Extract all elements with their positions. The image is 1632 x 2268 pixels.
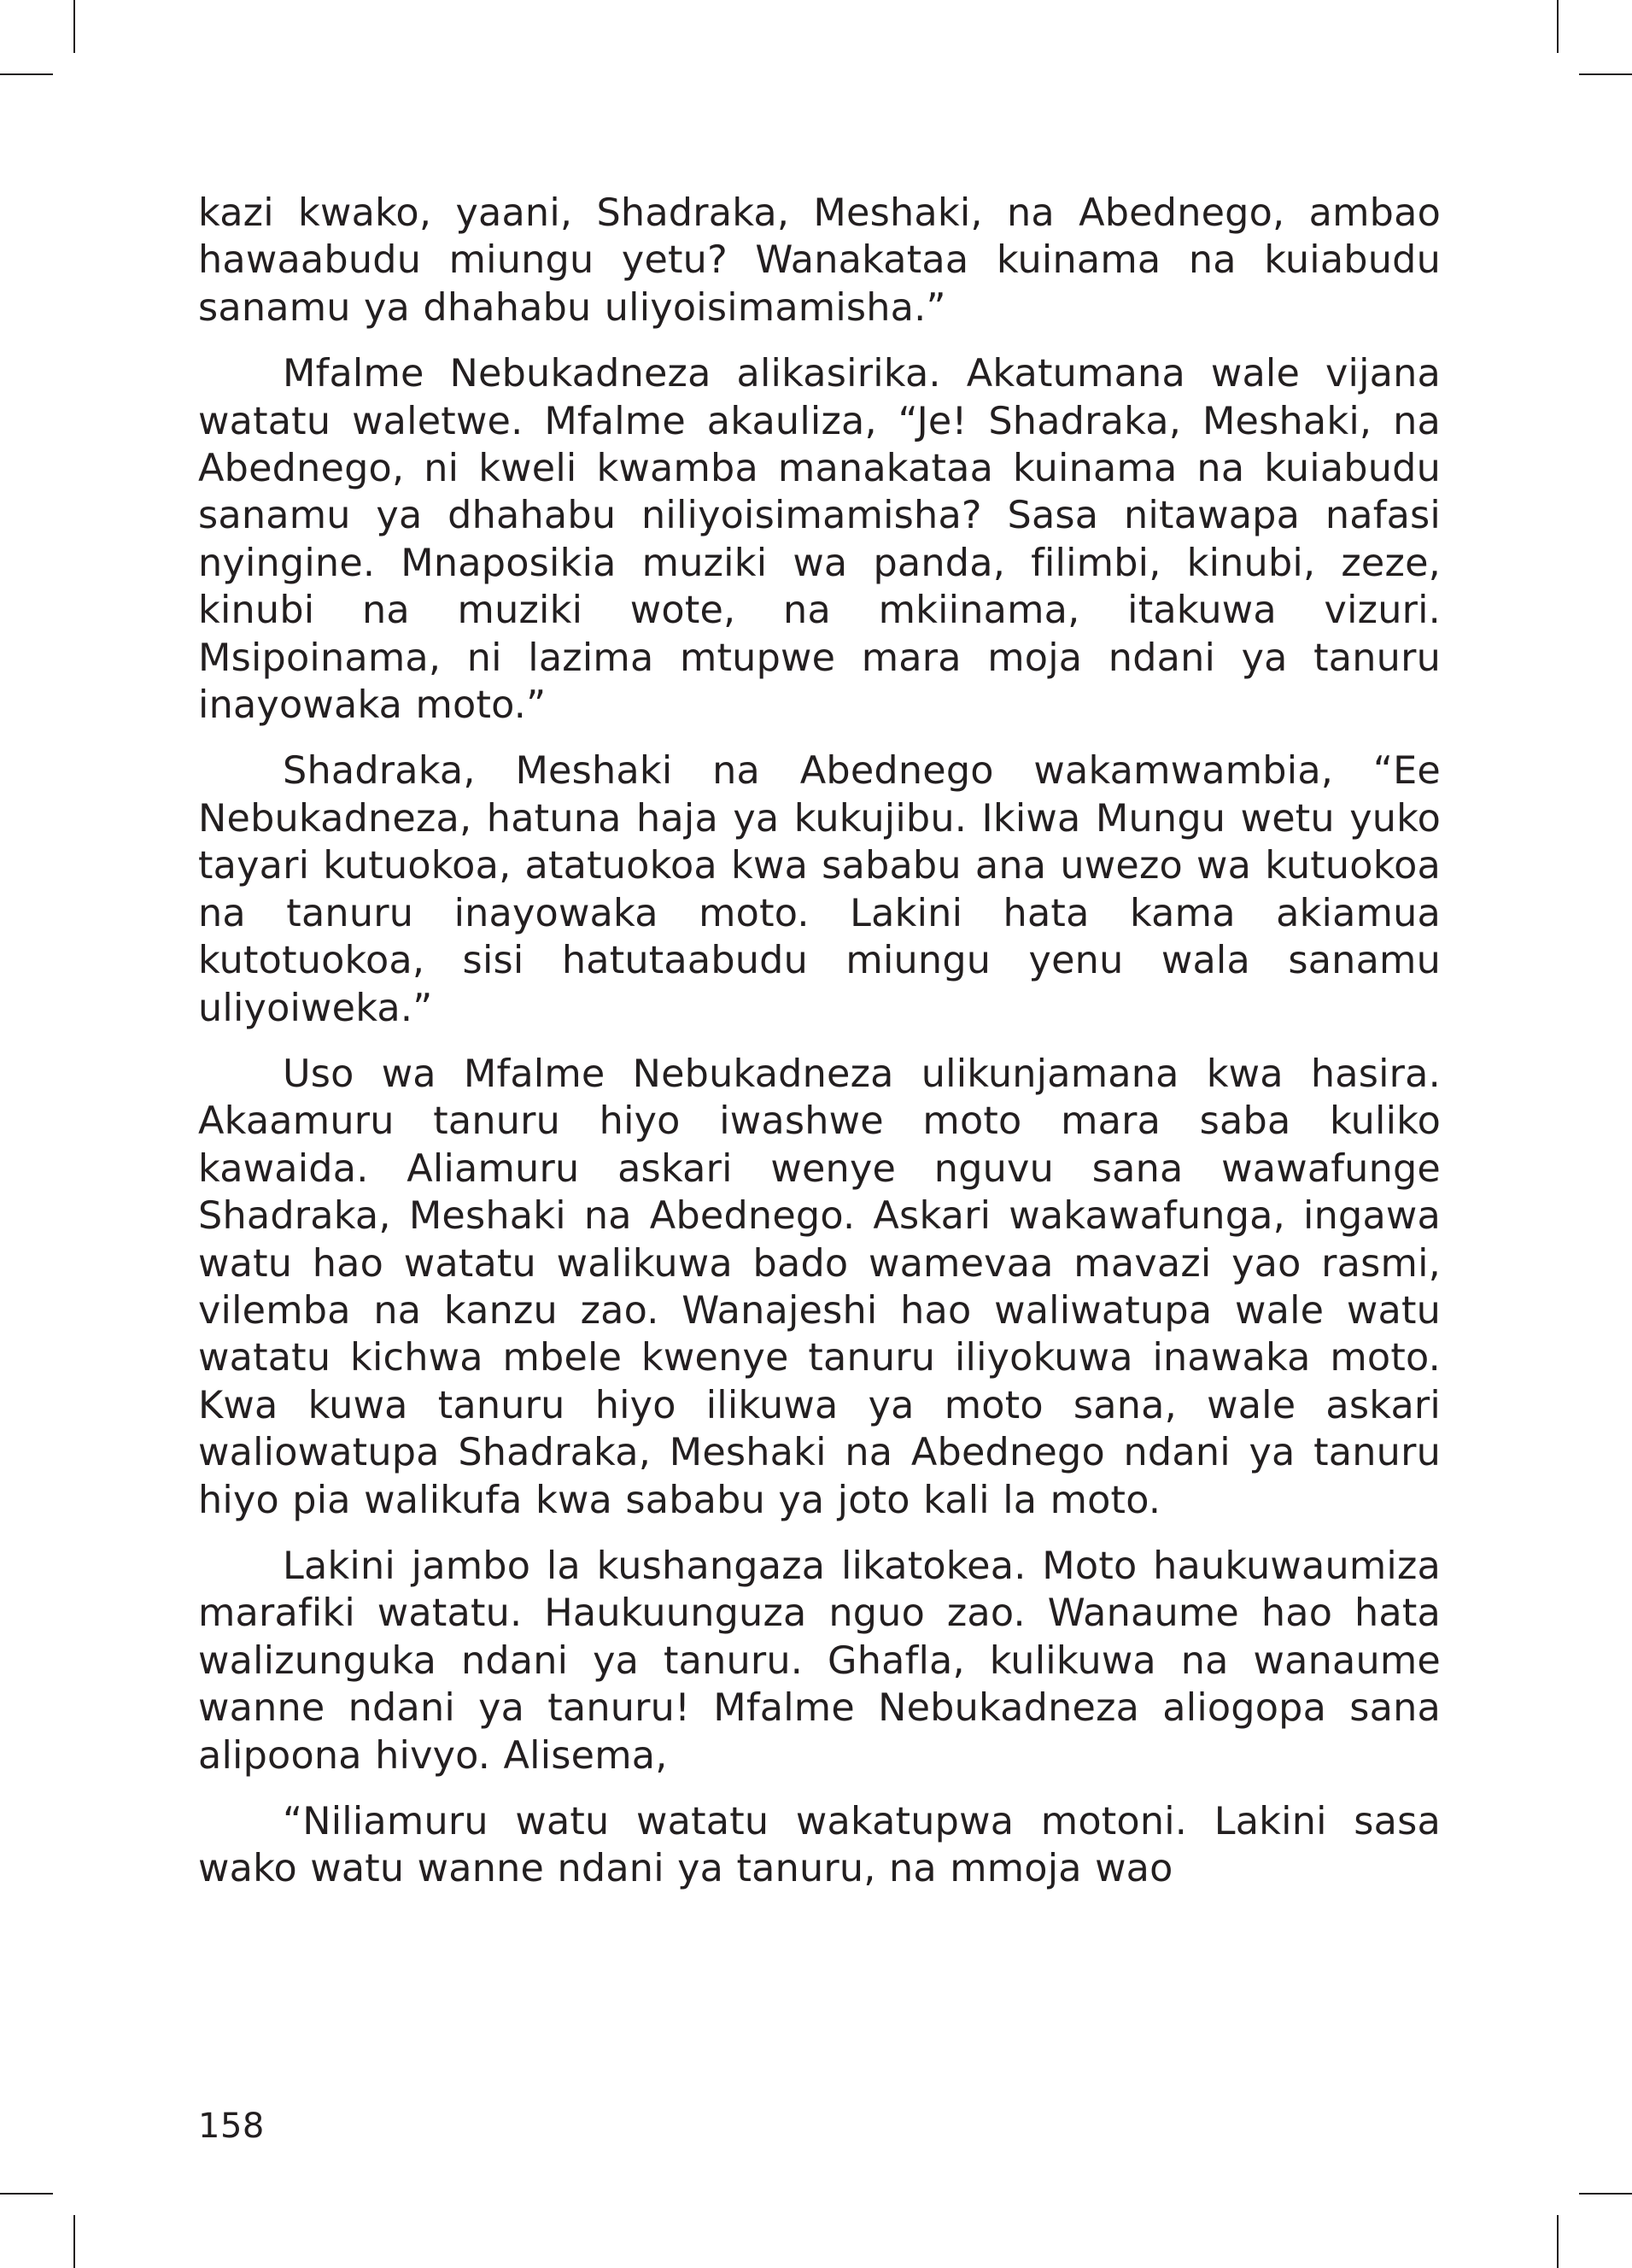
paragraph: “Niliamuru watu watatu wakatupwa motoni. Lakini sasa wako watu wanne ndani ya tanuru, na mmoja wao xyxy=(198,1800,1441,1891)
crop-mark-top-right-vertical xyxy=(1557,0,1559,53)
paragraph-continuation: kazi kwako, yaani, Shadraka, Meshaki, na Abednego, ambao hawaabudu miungu yetu? Wanakataa kuinama na kuiabudu sanamu ya dhahabu uliyoisimamisha.” xyxy=(198,191,1441,330)
crop-mark-bottom-right-vertical xyxy=(1557,2215,1559,2268)
page-number: 158 xyxy=(198,2107,265,2146)
paragraph: Lakini jambo la kushangaza likatokea. Moto haukuwaumiza marafiki watatu. Haukuunguza nguo zao. Wanaume hao hata walizunguka ndani ya tanuru. Ghafla, kulikuwa na wanaume wanne ndani ya tanuru! Mfalme Nebukadneza aliogopa sana alipoona hivyo. Alisema, xyxy=(198,1544,1441,1778)
crop-mark-bottom-left-horizontal xyxy=(0,2193,53,2195)
paragraph: Mfalme Nebukadneza alikasirika. Akatumana wale vijana watatu waletwe. Mfalme akauliza, “Je! Shadraka, Meshaki, na Abednego, ni kweli kwamba manakataa kuinama na kuiabudu sanamu ya dhahabu niliyoisimamisha? Sasa nitawapa nafasi nyingine. Mnaposikia muziki wa panda, filimbi, kinubi, zeze, kinubi na muziki wote, na mkiinama, itakuwa vizuri. Msipoinama, ni lazima mtupwe mara moja ndani ya tanuru inayowaka moto.” xyxy=(198,352,1441,728)
page-body xyxy=(198,190,1441,1912)
crop-mark-bottom-left-vertical xyxy=(73,2215,75,2268)
crop-mark-top-left-horizontal xyxy=(0,73,53,75)
crop-mark-top-left-vertical xyxy=(73,0,75,53)
crop-mark-bottom-right-horizontal xyxy=(1579,2193,1632,2195)
paragraph: Uso wa Mfalme Nebukadneza ulikunjamana kwa hasira. Akaamuru tanuru hiyo iwashwe moto mara saba kuliko kawaida. Aliamuru askari wenye nguvu sana wawafunge Shadraka, Meshaki na Abednego. Askari wakawafunga, ingawa watu hao watatu walikuwa bado wamevaa mavazi yao rasmi, vilemba na kanzu zao. Wanajeshi hao waliwatupa wale watu watatu kichwa mbele kwenye tanuru iliyokuwa inawaka moto. Kwa kuwa tanuru hiyo ilikuwa ya moto sana, wale askari waliowatupa Shadraka, Meshaki na Abednego ndani ya tanuru hiyo pia walikufa kwa sababu ya joto kali la moto. xyxy=(198,1052,1441,1522)
crop-mark-top-right-horizontal xyxy=(1579,73,1632,75)
paragraph: Shadraka, Meshaki na Abednego wakamwambia, “Ee Nebukadneza, hatuna haja ya kukujibu. Ikiwa Mungu wetu yuko tayari kutuokoa, atatuokoa kwa sababu ana uwezo wa kutuokoa na tanuru inayowaka moto. Lakini hata kama akiamua kutotuokoa, sisi hatutaabudu miungu yenu wala sanamu uliyoiweka.” xyxy=(198,749,1441,1030)
